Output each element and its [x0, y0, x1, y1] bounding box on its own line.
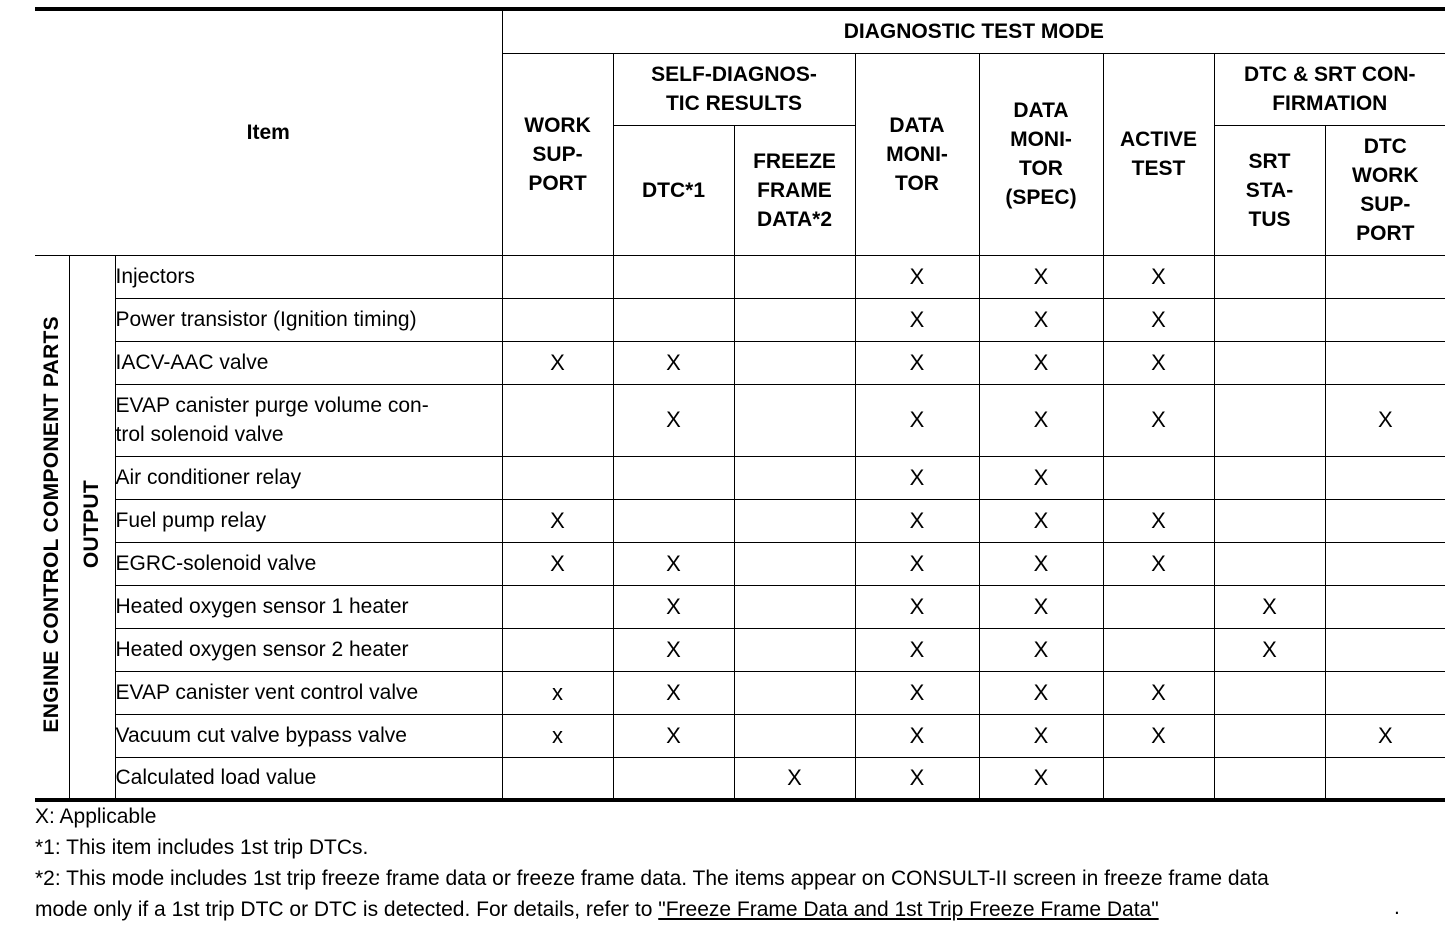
mark-cell-data-monitor-spec: X — [979, 255, 1103, 298]
item-cell-line: EVAP canister purge volume con- — [115, 394, 429, 417]
mark-cell-dtc: X — [613, 628, 734, 671]
mark-cell-work-support: X — [502, 542, 613, 585]
mark-cell-dtc: X — [613, 714, 734, 757]
mark-cell-data-monitor: X — [855, 628, 979, 671]
mark-cell-data-monitor: X — [855, 255, 979, 298]
mark-cell-dtc-work-support — [1325, 757, 1445, 800]
mark-cell-dtc-work-support — [1325, 542, 1445, 585]
note-applicable: X: Applicable — [35, 805, 157, 828]
mark-cell-freeze-frame — [734, 585, 855, 628]
mark-cell-data-monitor: X — [855, 671, 979, 714]
table-row — [35, 628, 1445, 671]
mark-cell-dtc-work-support — [1325, 298, 1445, 341]
mark-cell-dtc: X — [613, 384, 734, 456]
mark-cell-freeze-frame — [734, 542, 855, 585]
mark-cell-freeze-frame — [734, 628, 855, 671]
item-header: Item — [35, 9, 502, 255]
mark-cell-active-test: X — [1103, 671, 1214, 714]
mark-cell-dtc — [613, 255, 734, 298]
mark-cell-data-monitor-spec: X — [979, 384, 1103, 456]
mark-cell-work-support — [502, 757, 613, 800]
item-cell: IACV-AAC valve — [115, 341, 502, 384]
note-trailing-period: . — [1394, 896, 1400, 919]
mark-cell-data-monitor-spec: X — [979, 341, 1103, 384]
mark-cell-srt-status — [1214, 757, 1325, 800]
mark-cell-data-monitor: X — [855, 341, 979, 384]
item-cell: Calculated load value — [115, 757, 502, 800]
mark-cell-data-monitor-spec: X — [979, 456, 1103, 499]
data-monitor-header: DATA MONI- TOR — [855, 53, 979, 255]
mark-cell-srt-status: X — [1214, 585, 1325, 628]
mark-cell-dtc — [613, 499, 734, 542]
mark-cell-active-test: X — [1103, 499, 1214, 542]
mark-cell-freeze-frame — [734, 714, 855, 757]
mark-cell-active-test: X — [1103, 384, 1214, 456]
mark-cell-data-monitor: X — [855, 499, 979, 542]
item-cell: Heated oxygen sensor 1 heater — [115, 585, 502, 628]
mark-cell-dtc — [613, 757, 734, 800]
mark-cell-work-support — [502, 255, 613, 298]
group-label — [35, 255, 69, 800]
item-cell: Injectors — [115, 255, 502, 298]
mark-cell-srt-status — [1214, 456, 1325, 499]
mark-cell-active-test: X — [1103, 714, 1214, 757]
table-row — [35, 585, 1445, 628]
mark-cell-freeze-frame: X — [734, 757, 855, 800]
table-row — [35, 384, 1445, 456]
mark-cell-dtc-work-support — [1325, 341, 1445, 384]
mark-cell-data-monitor-spec: X — [979, 298, 1103, 341]
active-test-header: ACTIVE TEST — [1103, 53, 1214, 255]
note-2-line-2 — [35, 895, 1159, 925]
mark-cell-dtc-work-support — [1325, 628, 1445, 671]
item-cell — [115, 384, 502, 456]
mark-cell-work-support — [502, 456, 613, 499]
mark-cell-data-monitor: X — [855, 298, 979, 341]
mark-cell-freeze-frame — [734, 298, 855, 341]
mark-cell-dtc-work-support — [1325, 585, 1445, 628]
table-row — [35, 341, 1445, 384]
mark-cell-data-monitor: X — [855, 542, 979, 585]
mark-cell-srt-status — [1214, 671, 1325, 714]
table-row — [35, 714, 1445, 757]
work-support-header: WORK SUP- PORT — [502, 53, 613, 255]
subgroup-label-text: OUTPUT — [80, 480, 103, 569]
freeze-frame-data-header: FREEZE FRAME DATA*2 — [734, 125, 855, 255]
mark-cell-work-support — [502, 628, 613, 671]
mark-cell-work-support: X — [502, 341, 613, 384]
mark-cell-dtc — [613, 298, 734, 341]
item-cell: Air conditioner relay — [115, 456, 502, 499]
mark-cell-dtc: X — [613, 671, 734, 714]
mark-cell-dtc: X — [613, 341, 734, 384]
srt-status-header: SRT STA- TUS — [1214, 125, 1325, 255]
mark-cell-freeze-frame — [734, 499, 855, 542]
mark-cell-work-support — [502, 384, 613, 456]
item-cell: EVAP canister vent control valve — [115, 671, 502, 714]
mark-cell-data-monitor-spec: X — [979, 757, 1103, 800]
mark-cell-freeze-frame — [734, 671, 855, 714]
table-row — [35, 298, 1445, 341]
mark-cell-data-monitor: X — [855, 585, 979, 628]
mark-cell-active-test — [1103, 585, 1214, 628]
table-row — [35, 757, 1445, 800]
mark-cell-active-test: X — [1103, 542, 1214, 585]
mark-cell-dtc — [613, 456, 734, 499]
mark-cell-dtc-work-support: X — [1325, 714, 1445, 757]
mark-cell-srt-status — [1214, 298, 1325, 341]
mark-cell-srt-status — [1214, 255, 1325, 298]
dtc-work-support-header: DTC WORK SUP- PORT — [1325, 125, 1445, 255]
mark-cell-data-monitor-spec: X — [979, 542, 1103, 585]
mark-cell-active-test: X — [1103, 298, 1214, 341]
mark-cell-data-monitor: X — [855, 714, 979, 757]
mark-cell-srt-status — [1214, 341, 1325, 384]
mark-cell-dtc: X — [613, 585, 734, 628]
diagnostic-test-mode-table — [35, 7, 1445, 802]
mark-cell-data-monitor-spec: X — [979, 628, 1103, 671]
mark-cell-work-support — [502, 585, 613, 628]
mark-cell-srt-status — [1214, 542, 1325, 585]
mark-cell-data-monitor-spec: X — [979, 714, 1103, 757]
note-1: *1: This item includes 1st trip DTCs. — [35, 836, 369, 859]
item-cell-line: trol solenoid valve — [115, 423, 284, 446]
mark-cell-srt-status — [1214, 714, 1325, 757]
diagnostic-test-mode-header: DIAGNOSTIC TEST MODE — [502, 9, 1445, 53]
mark-cell-freeze-frame — [734, 384, 855, 456]
group-label-text: ENGINE CONTROL COMPONENT PARTS — [39, 315, 63, 733]
mark-cell-dtc-work-support — [1325, 671, 1445, 714]
item-cell: Power transistor (Ignition timing) — [115, 298, 502, 341]
data-monitor-spec-header: DATA MONI- TOR (SPEC) — [979, 53, 1103, 255]
item-cell: Heated oxygen sensor 2 heater — [115, 628, 502, 671]
item-cell: EGRC-solenoid valve — [115, 542, 502, 585]
mark-cell-srt-status — [1214, 499, 1325, 542]
item-cell: Fuel pump relay — [115, 499, 502, 542]
mark-cell-dtc-work-support — [1325, 456, 1445, 499]
mark-cell-active-test — [1103, 757, 1214, 800]
mark-cell-data-monitor: X — [855, 456, 979, 499]
note-2-text: mode only if a 1st trip DTC or DTC is detected. For details, refer to — [35, 898, 659, 921]
mark-cell-active-test: X — [1103, 341, 1214, 384]
mark-cell-freeze-frame — [734, 341, 855, 384]
table-row — [35, 456, 1445, 499]
dtc-header: DTC*1 — [613, 125, 734, 255]
mark-cell-work-support: X — [502, 499, 613, 542]
mark-cell-data-monitor-spec: X — [979, 499, 1103, 542]
mark-cell-work-support: x — [502, 671, 613, 714]
mark-cell-freeze-frame — [734, 456, 855, 499]
mark-cell-srt-status — [1214, 384, 1325, 456]
table-row — [35, 542, 1445, 585]
mark-cell-freeze-frame — [734, 255, 855, 298]
mark-cell-data-monitor: X — [855, 384, 979, 456]
mark-cell-work-support: x — [502, 714, 613, 757]
mark-cell-dtc: X — [613, 542, 734, 585]
subgroup-label — [69, 255, 115, 800]
freeze-frame-data-link[interactable]: "Freeze Frame Data and 1st Trip Freeze Frame Data" — [658, 898, 1159, 921]
mark-cell-active-test: X — [1103, 255, 1214, 298]
mark-cell-data-monitor-spec: X — [979, 671, 1103, 714]
mark-cell-dtc-work-support — [1325, 255, 1445, 298]
table-row — [35, 671, 1445, 714]
mark-cell-dtc-work-support — [1325, 499, 1445, 542]
table-row — [35, 499, 1445, 542]
note-2-line-1: *2: This mode includes 1st trip freeze frame data or freeze frame data. The items appear on CONSULT-II screen in freeze frame data — [35, 867, 1269, 890]
item-cell: Vacuum cut valve bypass valve — [115, 714, 502, 757]
mark-cell-dtc-work-support: X — [1325, 384, 1445, 456]
mark-cell-data-monitor-spec: X — [979, 585, 1103, 628]
dtc-srt-confirmation-header: DTC & SRT CON- FIRMATION — [1214, 53, 1445, 125]
mark-cell-srt-status: X — [1214, 628, 1325, 671]
mark-cell-data-monitor: X — [855, 757, 979, 800]
mark-cell-active-test — [1103, 628, 1214, 671]
mark-cell-active-test — [1103, 456, 1214, 499]
table-row — [35, 255, 1445, 298]
self-diagnostic-results-header: SELF-DIAGNOS- TIC RESULTS — [613, 53, 855, 125]
mark-cell-work-support — [502, 298, 613, 341]
